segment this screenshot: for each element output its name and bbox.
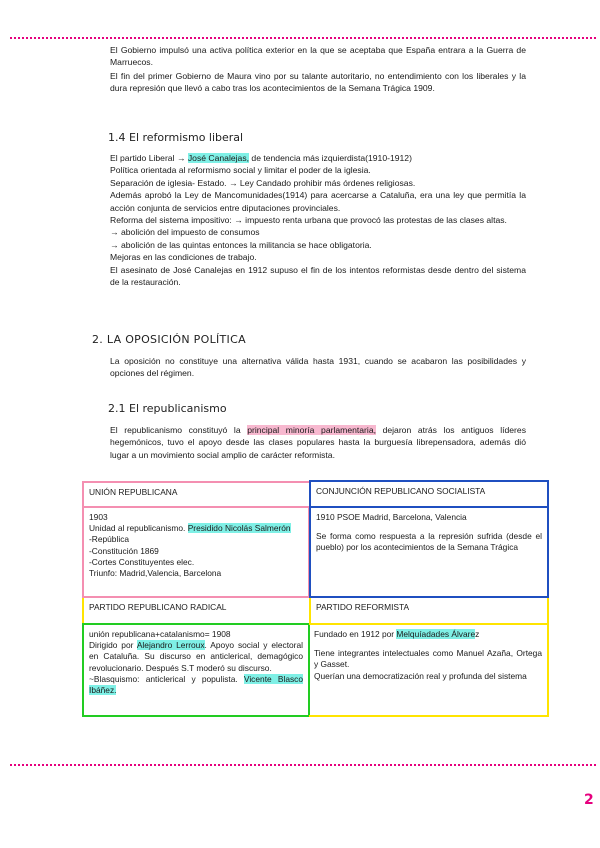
section-2-1-paragraph	[110, 424, 526, 461]
table-header-radical	[82, 598, 310, 624]
text: Dirigido por	[89, 640, 137, 651]
liberal-line	[110, 152, 526, 164]
text: unión republicana+catalanismo= 1908	[89, 629, 231, 639]
text: Querían una democratización real y profunda del sistema	[314, 670, 527, 681]
text: Unidad al republicanismo.	[89, 523, 188, 534]
text: CONJUNCIÓN REPUBLICANO SOCIALISTA	[316, 486, 486, 496]
text: Fundado en 1912 por	[314, 629, 397, 639]
highlight-canalejas: José Canalejas,	[187, 153, 250, 163]
spacer	[314, 640, 542, 648]
text: El republicanismo constituyó la	[110, 425, 248, 435]
text: de tendencia más izquierdista(1910-1912)	[249, 153, 412, 163]
highlight-lerroux: Alejandro Lerroux	[136, 640, 205, 651]
page-number: 2	[584, 792, 594, 808]
text-line: Mejoras en las condiciones de trabajo.	[110, 252, 257, 263]
table-header-conjuncion	[309, 480, 549, 508]
text: dejaron atrás los antiguos líderes hegemónicos, tuvo el apoyo desde las clases populares hasta la burguesía librepensadora, además dió lugar a un movimiento social amplio de carácter reformista.	[110, 425, 526, 460]
text-line: El asesinato de José Canalejas en 1912 supuso el fin de los intentos reformistas desde dentro del sistema de la restauración.	[110, 264, 526, 288]
text: 1910 PSOE Madrid, Barcelona, Valencia	[316, 512, 467, 522]
text-line: Política orientada al reformismo social y limitar el poder de la iglesia.	[110, 165, 371, 176]
top-dotted-divider	[10, 37, 596, 39]
text: Se forma como respuesta a la represión sufrida (desde el pueblo) por los acontecimientos de la Semana Trágica	[316, 531, 542, 553]
table-cell-reformista	[309, 623, 549, 717]
bottom-dotted-divider	[10, 764, 596, 766]
section-heading-2: 2. LA OPOSICIÓN POLÍTICA	[92, 333, 246, 346]
text: Tiene integrantes intelectuales como Manuel Azaña, Ortega y Gasset.	[314, 648, 542, 670]
table-header-reformista	[309, 598, 549, 624]
section-2-paragraph: La oposición no constituye una alternativa válida hasta 1931, cuando se acabaron las posibilidades y opciones del régimen.	[110, 356, 526, 379]
text: . Apoyo social y electoral en Cataluña. Su discurso en anticlerical, demagógico revolucionario. Después S.T moderó su discurso.	[89, 640, 303, 673]
section-heading-2-1: 2.1 El republicanismo	[108, 402, 227, 415]
intro-paragraph-2: El fin del primer Gobierno de Maura vino por su talante autoritario, no entendimiento con los liberales y la dura represión que llevó a cabo tras los acontecimientos de la Semana Trágica 1909.	[110, 71, 526, 94]
text: PARTIDO REPUBLICANO RADICAL	[89, 602, 227, 612]
text-line: → abolición del impuesto de consumos	[110, 227, 260, 238]
highlight-blasco: Vicente Blasco Ibáñez.	[89, 673, 304, 696]
table-header-union-republicana	[82, 481, 310, 508]
highlight-alvarez: Melquíadades Álvare	[396, 629, 476, 639]
section-heading-1-4: 1.4 El reformismo liberal	[108, 131, 244, 144]
highlight-salmeron: Presidido Nicolás Salmerón	[187, 523, 291, 534]
text: -Cortes Constituyentes elec.	[89, 556, 195, 567]
text: -Constitución 1869	[89, 545, 159, 556]
text: El partido Liberal →	[110, 153, 188, 163]
spacer	[316, 523, 542, 531]
text: 1903	[89, 512, 108, 522]
text-line: Además aprobó la Ley de Mancomunidades(1914) para acercarse a Cataluña, era una ley que permitía la acción conjunta de servicios entre diputaciones provinciales.	[110, 190, 526, 213]
text	[314, 629, 542, 640]
highlight-minoria: principal minoría parlamentaria,	[247, 425, 376, 435]
text: -República	[89, 534, 130, 545]
table-cell-radical	[82, 623, 310, 717]
text: Triunfo: Madrid,Valencia, Barcelona	[89, 568, 222, 579]
text	[89, 674, 303, 696]
section-1-4-body	[110, 152, 526, 288]
intro-paragraph-1: El Gobierno impulsó una activa política exterior en la que se aceptaba que España entrara a la Guerra de Marruecos.	[110, 45, 526, 68]
text: ~Blasquismo: anticlerical y populista.	[89, 673, 244, 684]
table-cell-conjuncion	[309, 508, 549, 598]
text: PARTIDO REFORMISTA	[316, 602, 410, 612]
text-line: Reforma del sistema impositivo: → impuesto renta urbana que provocó las protestas de las clases altas.	[110, 215, 507, 226]
text-line: Separación de iglesia- Estado. → Ley Candado prohibir más órdenes religiosas.	[110, 177, 416, 188]
text: UNIÓN REPUBLICANA	[89, 487, 178, 497]
table-cell-union-republicana	[82, 508, 310, 598]
text: z	[475, 629, 480, 639]
text	[89, 640, 303, 674]
text-line: → abolición de las quintas entonces la militancia se hace obligatoria.	[110, 239, 372, 250]
text	[89, 523, 303, 534]
